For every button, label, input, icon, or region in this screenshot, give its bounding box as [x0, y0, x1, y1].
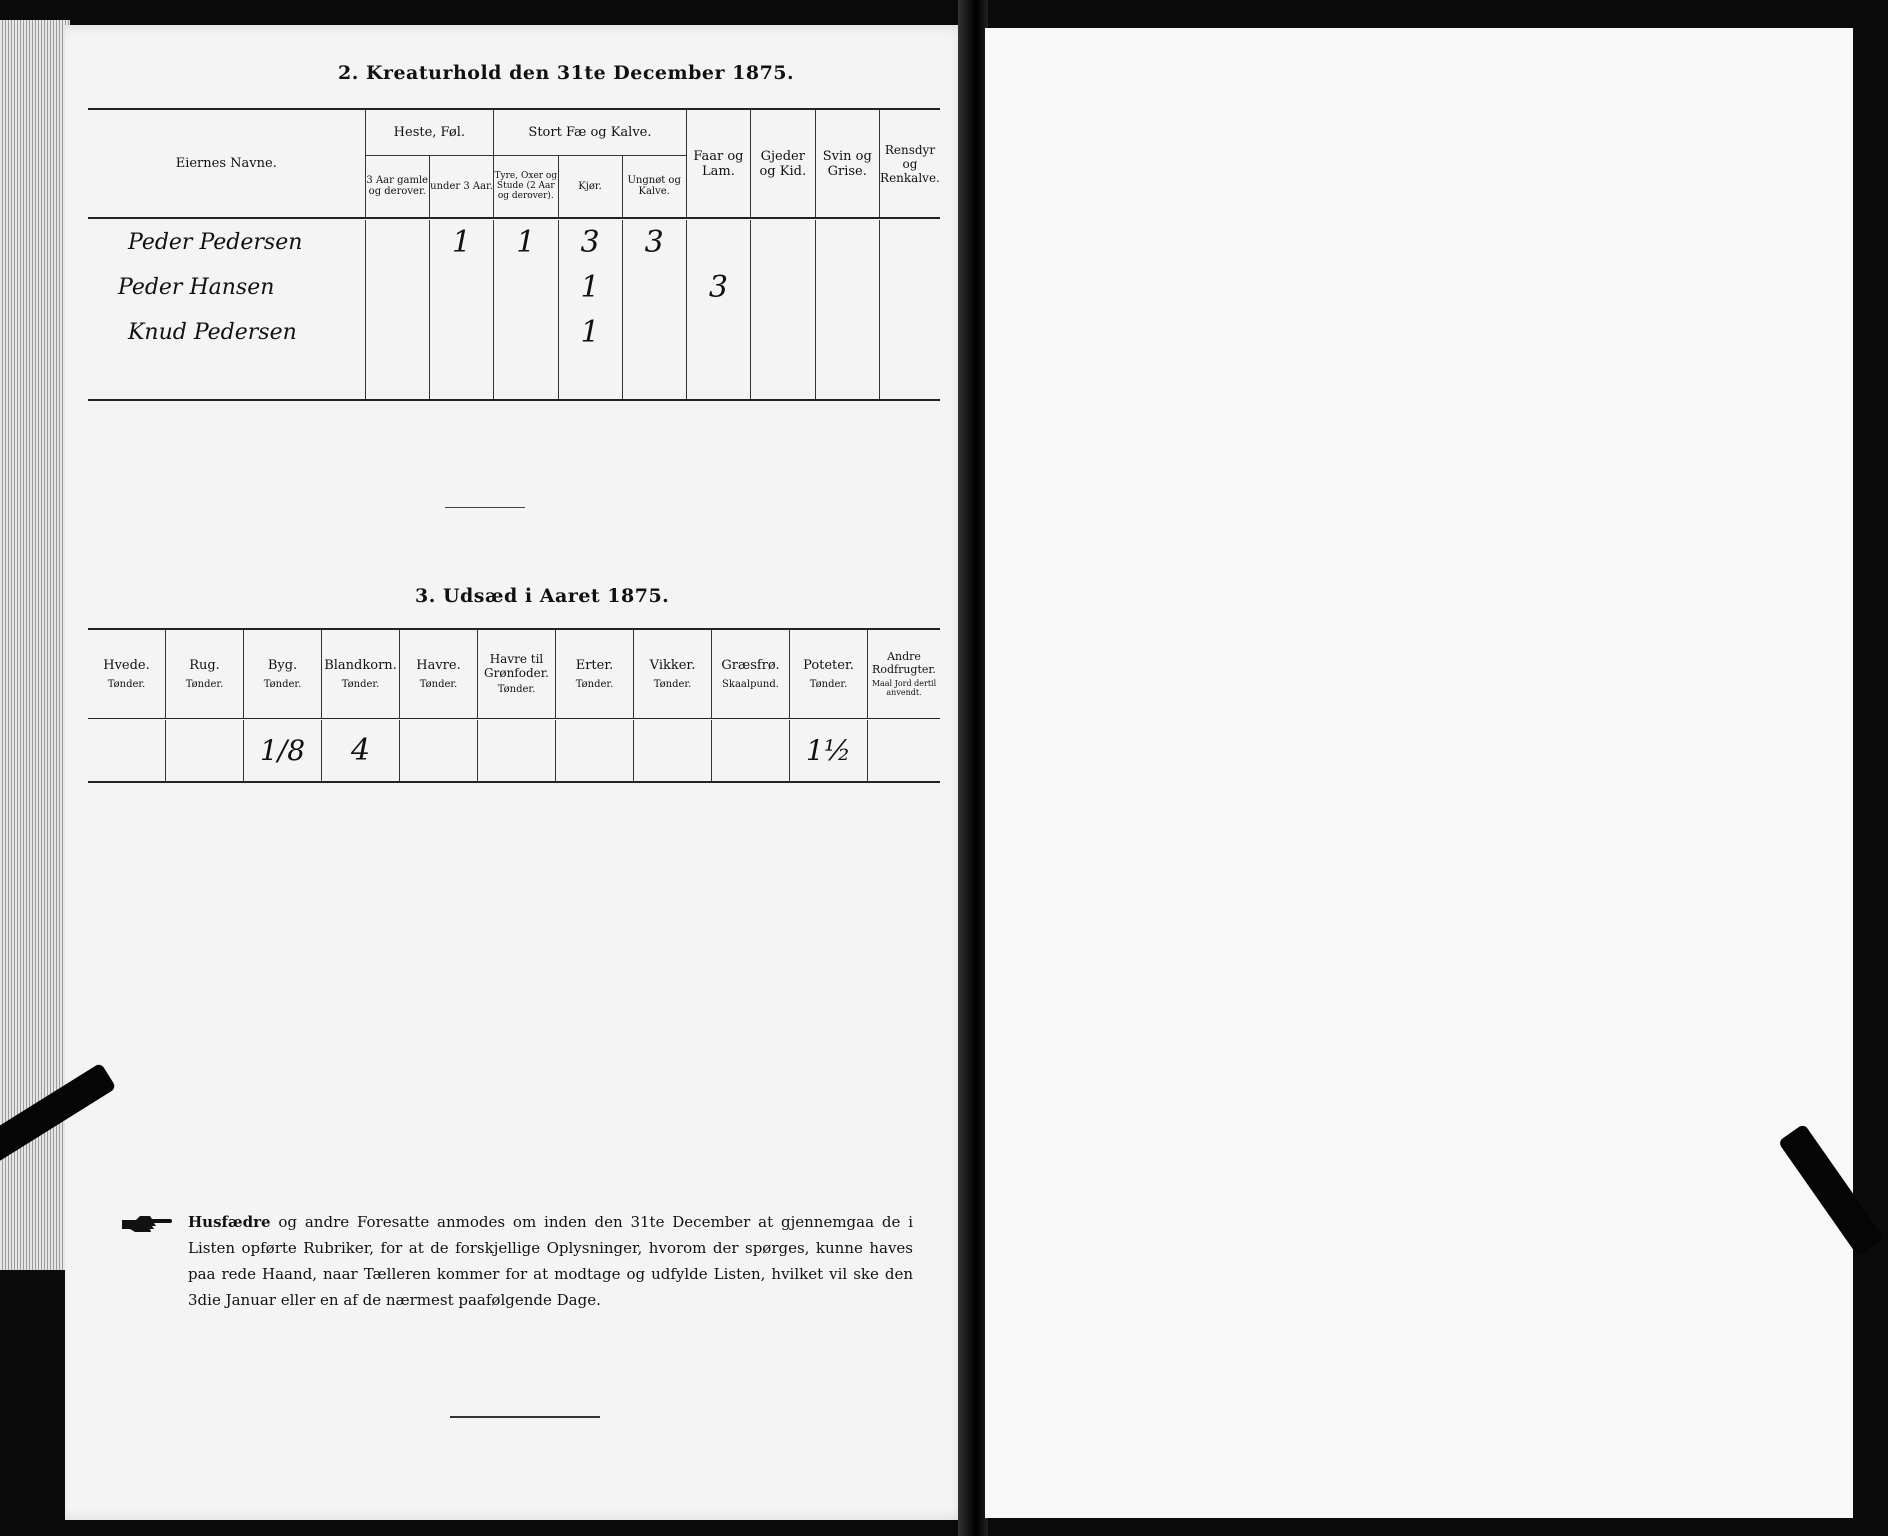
cell — [686, 220, 750, 265]
header-reindeer: Rensdyr og Renkalve. — [879, 110, 940, 218]
header-horses: Heste, Føl. — [365, 110, 494, 155]
cell: 1 — [558, 310, 622, 355]
seed-value — [634, 720, 712, 782]
seed-value — [400, 720, 478, 782]
seed-col-unit: Tønder. — [419, 678, 458, 690]
cell — [879, 310, 940, 355]
cell — [815, 310, 879, 355]
col-byg — [244, 630, 322, 718]
cell — [622, 265, 686, 310]
cell: 1 — [494, 220, 558, 265]
cell — [751, 310, 816, 355]
page-stack-edge — [0, 20, 70, 1270]
owner-name: Peder Hansen — [88, 265, 365, 310]
seed-col-unit: Tønder. — [575, 678, 614, 690]
seed-col-unit: Tønder. — [653, 678, 692, 690]
seed-col-unit: Skaalpund. — [722, 678, 779, 690]
table-row — [88, 310, 940, 355]
section3-title: 3. Udsæd i Aaret 1875. — [415, 585, 670, 607]
seed-col-unit: Maal Jord dertil anvendt. — [871, 679, 937, 698]
col-poteter — [790, 630, 868, 718]
header-horses-under3: under 3 Aar. — [429, 155, 493, 218]
cell — [429, 265, 493, 310]
table-row-empty — [88, 355, 940, 400]
seed-value: 1½ — [790, 720, 868, 782]
section2-title: 2. Kreaturhold den 31te December 1875. — [338, 62, 795, 84]
seed-value — [478, 720, 556, 782]
header-cattle-young: Ungnøt og Kalve. — [622, 155, 686, 218]
notice-body: og andre Foresatte anmodes om inden den 31te December at gjennemgaa de i Listen opførte Rubriker, for at de forskjellige Oplysninger, hvorom der spørges, kunne haves paa rede Haand, naar Tælleren kommer for at modtage og udfylde Listen, hvilket vil ske den 3die Januar eller en af de nærmest paafølgende Dage. — [188, 1213, 913, 1309]
short-divider-1 — [445, 507, 525, 508]
seed-col-name: Andre Rodfrugter. — [872, 650, 936, 677]
seed-value: 4 — [322, 720, 400, 782]
seed-col-name: Byg. — [267, 657, 298, 673]
cell — [365, 265, 429, 310]
notice-text — [188, 1209, 913, 1313]
col-andre-rodfrugter — [868, 630, 941, 718]
header-cattle: Stort Fæ og Kalve. — [494, 110, 687, 155]
livestock-table — [88, 110, 940, 404]
cell: 1 — [558, 265, 622, 310]
col-vikker — [634, 630, 712, 718]
owner-name: Knud Pedersen — [88, 310, 365, 355]
col-havre-gronfoder — [478, 630, 556, 718]
seed-col-name: Erter. — [575, 657, 614, 673]
col-hvede — [88, 630, 166, 718]
table-row — [88, 720, 940, 782]
seed-col-name: Vikker. — [649, 657, 696, 673]
seed-value: 1/8 — [244, 720, 322, 782]
cell — [365, 310, 429, 355]
seed-col-name: Rug. — [189, 657, 220, 673]
cell — [494, 265, 558, 310]
cell: 3 — [622, 220, 686, 265]
short-divider-2 — [450, 1416, 600, 1418]
cell — [622, 310, 686, 355]
col-blandkorn — [322, 630, 400, 718]
cell — [879, 220, 940, 265]
seed-col-unit: Tønder. — [263, 678, 302, 690]
header-owner: Eiernes Navne. — [88, 110, 365, 218]
cell — [751, 265, 816, 310]
header-cattle-bulls: Tyre, Oxer og Stude (2 Aar og derover). — [494, 155, 558, 218]
cell — [751, 220, 816, 265]
col-rug — [166, 630, 244, 718]
table-row — [88, 220, 940, 265]
seed-table — [88, 630, 940, 786]
right-page-blank — [985, 28, 1853, 1518]
header-pigs: Svin og Grise. — [815, 110, 879, 218]
cell — [686, 310, 750, 355]
seed-col-name: Havre. — [416, 657, 461, 673]
seed-value — [712, 720, 790, 782]
seed-col-name: Græsfrø. — [721, 657, 780, 673]
seed-col-name: Poteter. — [803, 657, 854, 673]
header-horses-3plus: 3 Aar gamle og derover. — [365, 155, 429, 218]
cell — [879, 265, 940, 310]
pointing-hand-icon — [120, 1214, 172, 1236]
book-gutter — [958, 0, 988, 1536]
col-havre — [400, 630, 478, 718]
table-row — [88, 265, 940, 310]
seed-col-unit: Tønder. — [107, 678, 146, 690]
cell — [815, 265, 879, 310]
seed-col-unit: Tønder. — [497, 684, 536, 696]
seed-col-unit: Tønder. — [185, 678, 224, 690]
cell — [494, 310, 558, 355]
header-goats: Gjeder og Kid. — [751, 110, 816, 218]
owner-name: Peder Pedersen — [88, 220, 365, 265]
seed-col-name: Blandkorn. — [324, 657, 397, 673]
seed-col-unit: Tønder. — [809, 678, 848, 690]
seed-value — [868, 720, 941, 782]
col-erter — [556, 630, 634, 718]
header-sheep: Faar og Lam. — [686, 110, 750, 218]
seed-col-name: Havre til Grønfoder. — [484, 652, 549, 681]
header-cattle-cows: Kjør. — [558, 155, 622, 218]
cell — [815, 220, 879, 265]
cell: 3 — [686, 265, 750, 310]
cell — [365, 220, 429, 265]
col-graesfro — [712, 630, 790, 718]
seed-value — [556, 720, 634, 782]
seed-value — [88, 720, 166, 782]
seed-col-unit: Tønder. — [341, 678, 380, 690]
notice-first-word: Husfædre — [188, 1213, 271, 1231]
cell: 3 — [558, 220, 622, 265]
cell — [429, 310, 493, 355]
seed-value — [166, 720, 244, 782]
seed-col-name: Hvede. — [103, 657, 150, 673]
cell: 1 — [429, 220, 493, 265]
